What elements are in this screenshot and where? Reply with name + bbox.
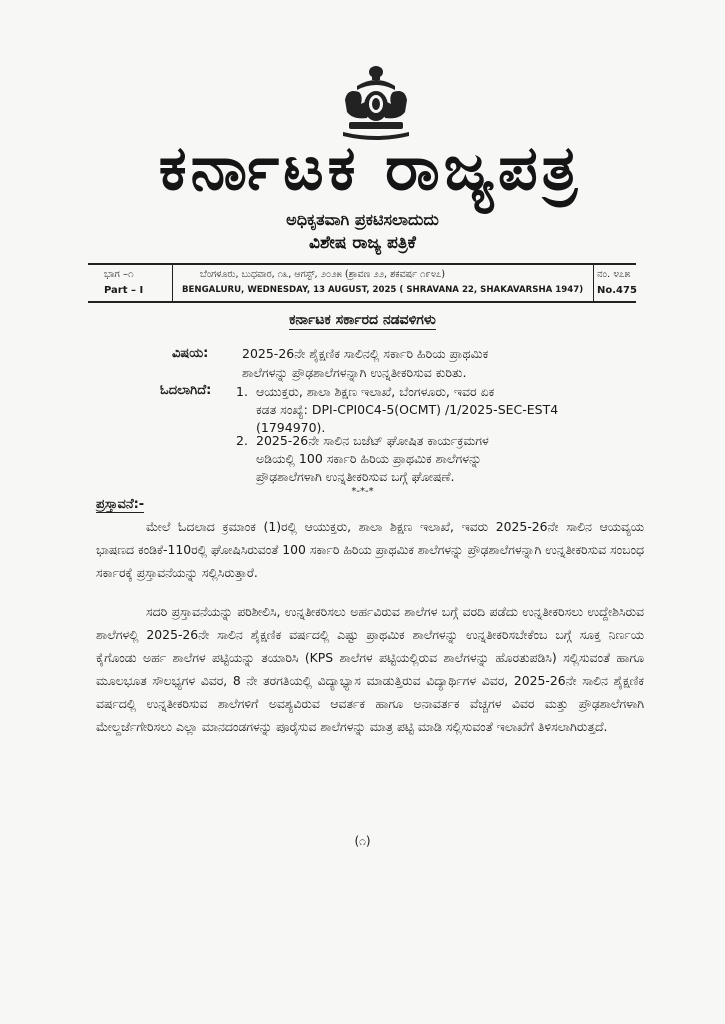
reference-2-line-1: 2025-26ನೇ ಸಾಲಿನ ಬಜೆಟ್ ಘೋಷಿತ ಕಾರ್ಯಕ್ರಮಗಳ xyxy=(256,433,489,448)
subject-line-2: ಶಾಲೆಗಳನ್ನು ಪ್ರೌಢಶಾಲೆಗಳನ್ನಾಗಿ ಉನ್ನತೀಕರಿಸುವ ಕುರಿತು. xyxy=(242,365,467,380)
issue-number-cell xyxy=(593,265,636,301)
reference-2-line-3: ಪ್ರೌಢಶಾಲೆಗಳಾಗಿ ಉನ್ನತೀಕರಿಸುವ ಬಗ್ಗೆ ಘೋಷಣೆ. xyxy=(256,469,455,484)
section-heading xyxy=(0,312,725,328)
preamble-paragraph-2 xyxy=(96,600,644,738)
reference-1-number: 1. xyxy=(236,384,248,399)
part-label-en: Part – I xyxy=(104,285,144,296)
references-label: ಓದಲಾಗಿದೆ: xyxy=(160,383,212,398)
gazette-subtitle-official: ಅಧಿಕೃತವಾಗಿ ಪ್ರಕಟಿಸಲಾದುದು xyxy=(286,210,439,229)
part-label-kn: ಭಾಗ –೧ xyxy=(104,269,134,280)
date-cell xyxy=(172,265,594,301)
subject-label: ವಿಷಯ: xyxy=(172,346,209,361)
gazette-subtitle-special: ವಿಶೇಷ ರಾಜ್ಯ ಪತ್ರಿಕೆ xyxy=(309,233,416,253)
issue-number-kn: ನಂ. ೪೭೫ xyxy=(597,269,631,280)
reference-1-line-1: ಆಯುಕ್ತರು, ಶಾಲಾ ಶಿಕ್ಷಣ ಇಲಾಖೆ, ಬೆಂಗಳೂರು, ಇವರ ಏಕ xyxy=(256,384,495,399)
reference-1-line-3: (1794970). xyxy=(256,420,326,435)
section-heading-text: ಕರ್ನಾಟಕ ಸರ್ಕಾರದ ನಡವಳಿಗಳು xyxy=(289,312,436,328)
preamble-label: ಪ್ರಸ್ತಾವನೆ:- xyxy=(96,497,145,512)
page-number: (೧) xyxy=(354,834,371,848)
reference-separator: *-*-* xyxy=(351,486,374,497)
date-line-kn: ಬೆಂಗಳೂರು, ಬುಧವಾರ, ೧೩, ಆಗಸ್ಟ್, ೨೦೨೫ (ಶ್ರಾವಣ ೨೨, ಶಕವರ್ಷ ೧೯೪೭) xyxy=(200,269,446,280)
issue-number-en: No.475 xyxy=(597,285,637,296)
preamble-paragraph-1 xyxy=(96,515,644,584)
part-cell xyxy=(88,265,173,301)
preamble-paragraph-1-text: ಮೇಲೆ ಓದಲಾದ ಕ್ರಮಾಂಕ (1)ರಲ್ಲಿ ಆಯುಕ್ತರು, ಶಾಲಾ ಶಿಕ್ಷಣ ಇಲಾಖೆ, ಇವರು 2025-26ನೇ ಸಾಲಿನ ಆಯವ್ಯಯ ಭಾಷಣದ ಕಂಡಿಕೆ-110ರಲ್ಲಿ ಘೋಷಿಸಿರುವಂತೆ 100 ಸರ್ಕಾರಿ ಹಿರಿಯ ಪ್ರಾಥಮಿಕ ಶಾಲೆಗಳನ್ನು ಪ್ರೌಢಶಾಲೆಗಳನ್ನಾಗಿ ಉನ್ನತೀಕರಿಸುವ ಸಂಬಂಧ ಸರ್ಕಾರಕ್ಕೆ ಪ್ರಸ್ತಾವನೆಯನ್ನು ಸಲ್ಲಿಸಿರುತ್ತಾರೆ. xyxy=(96,519,644,580)
gazette-title: ಕರ್ನಾಟಕ ರಾಜ್ಯಪತ್ರ xyxy=(158,131,582,204)
date-line-en: BENGALURU, WEDNESDAY, 13 AUGUST, 2025 ( SHRAVANA 22, SHAKAVARSHA 1947) xyxy=(182,285,584,295)
gazette-header-bar xyxy=(88,263,636,303)
reference-2-number: 2. xyxy=(236,433,248,448)
subject-line-1: 2025-26ನೇ ಶೈಕ್ಷಣಿಕ ಸಾಲಿನಲ್ಲಿ ಸರ್ಕಾರಿ ಹಿರಿಯ ಪ್ರಾಥಮಿಕ xyxy=(242,346,489,361)
reference-2-line-2: ಅಡಿಯಲ್ಲಿ 100 ಸರ್ಕಾರಿ ಹಿರಿಯ ಪ್ರಾಥಮಿಕ ಶಾಲೆಗಳನ್ನು xyxy=(256,451,482,466)
reference-1-line-2: ಕಡತ ಸಂಖ್ಯೆ: DPI-CPI0C4-5(OCMT) /1/2025-SEC-EST4 xyxy=(256,402,559,417)
preamble-paragraph-2-text: ಸದರಿ ಪ್ರಸ್ತಾವನೆಯನ್ನು ಪರಿಶೀಲಿಸಿ, ಉನ್ನತೀಕರಿಸಲು ಅರ್ಹವಿರುವ ಶಾಲೆಗಳ ಬಗ್ಗೆ ವರದಿ ಪಡೆದು ಉನ್ನತೀಕರಿಸಲು ಉದ್ದೇಶಿಸಿರುವ ಶಾಲೆಗಳಲ್ಲಿ 2025-26ನೇ ಸಾಲಿನ ಶೈಕ್ಷಣಿಕ ವರ್ಷದಲ್ಲಿ ಎಷ್ಟು ಪ್ರಾಥಮಿಕ ಶಾಲೆಗಳನ್ನು ಉನ್ನತೀಕರಿಸಬೇಕೆಂಬ ಬಗ್ಗೆ ಸೂಕ್ತ ನಿರ್ಣಯ ಕೈಗೊಂಡು ಅರ್ಹ ಶಾಲೆಗಳ ಪಟ್ಟಿಯನ್ನು ತಯಾರಿಸಿ (KPS ಶಾಲೆಗಳ ಪಟ್ಟಿಯಲ್ಲಿರುವ ಶಾಲೆಗಳನ್ನು ಹೊರತುಪಡಿಸಿ) ಸಲ್ಲಿಸುವಂತೆ ಹಾಗೂ ಮೂಲಭೂತ ಸೌಲಭ್ಯಗಳ ವಿವರ, 8 ನೇ ತರಗತಿಯಲ್ಲಿ ವಿದ್ಯಾಭ್ಯಾಸ ಮಾಡುತ್ತಿರುವ ವಿದ್ಯಾರ್ಥಿಗಳ ವಿವರ, 2025-26ನೇ ಸಾಲಿನ ಶೈಕ್ಷಣಿಕ ವರ್ಷದಲ್ಲಿ ಉನ್ನತೀಕರಿಸುವ ಶಾಲೆಗಳಿಗೆ ಅವಶ್ಯವಿರುವ ಆವರ್ತಕ ಹಾಗೂ ಅನಾವರ್ತಕ ವೆಚ್ಚಗಳ ವಿವರ ಮತ್ತು ಪ್ರೌಢಶಾಲೆಗಳಾಗಿ ಮೇಲ್ದರ್ಜೆಗೇರಿಸಲು ಎಲ್ಲಾ ಮಾನದಂಡಗಳನ್ನು ಪೂರೈಸುವ ಶಾಲೆಗಳನ್ನು ಮಾತ್ರ ಪಟ್ಟಿ ಮಾಡಿ ಸಲ್ಲಿಸುವಂತೆ ಇಲಾಖೆಗೆ ತಿಳಿಸಲಾಗಿರುತ್ತದೆ. xyxy=(96,604,644,734)
